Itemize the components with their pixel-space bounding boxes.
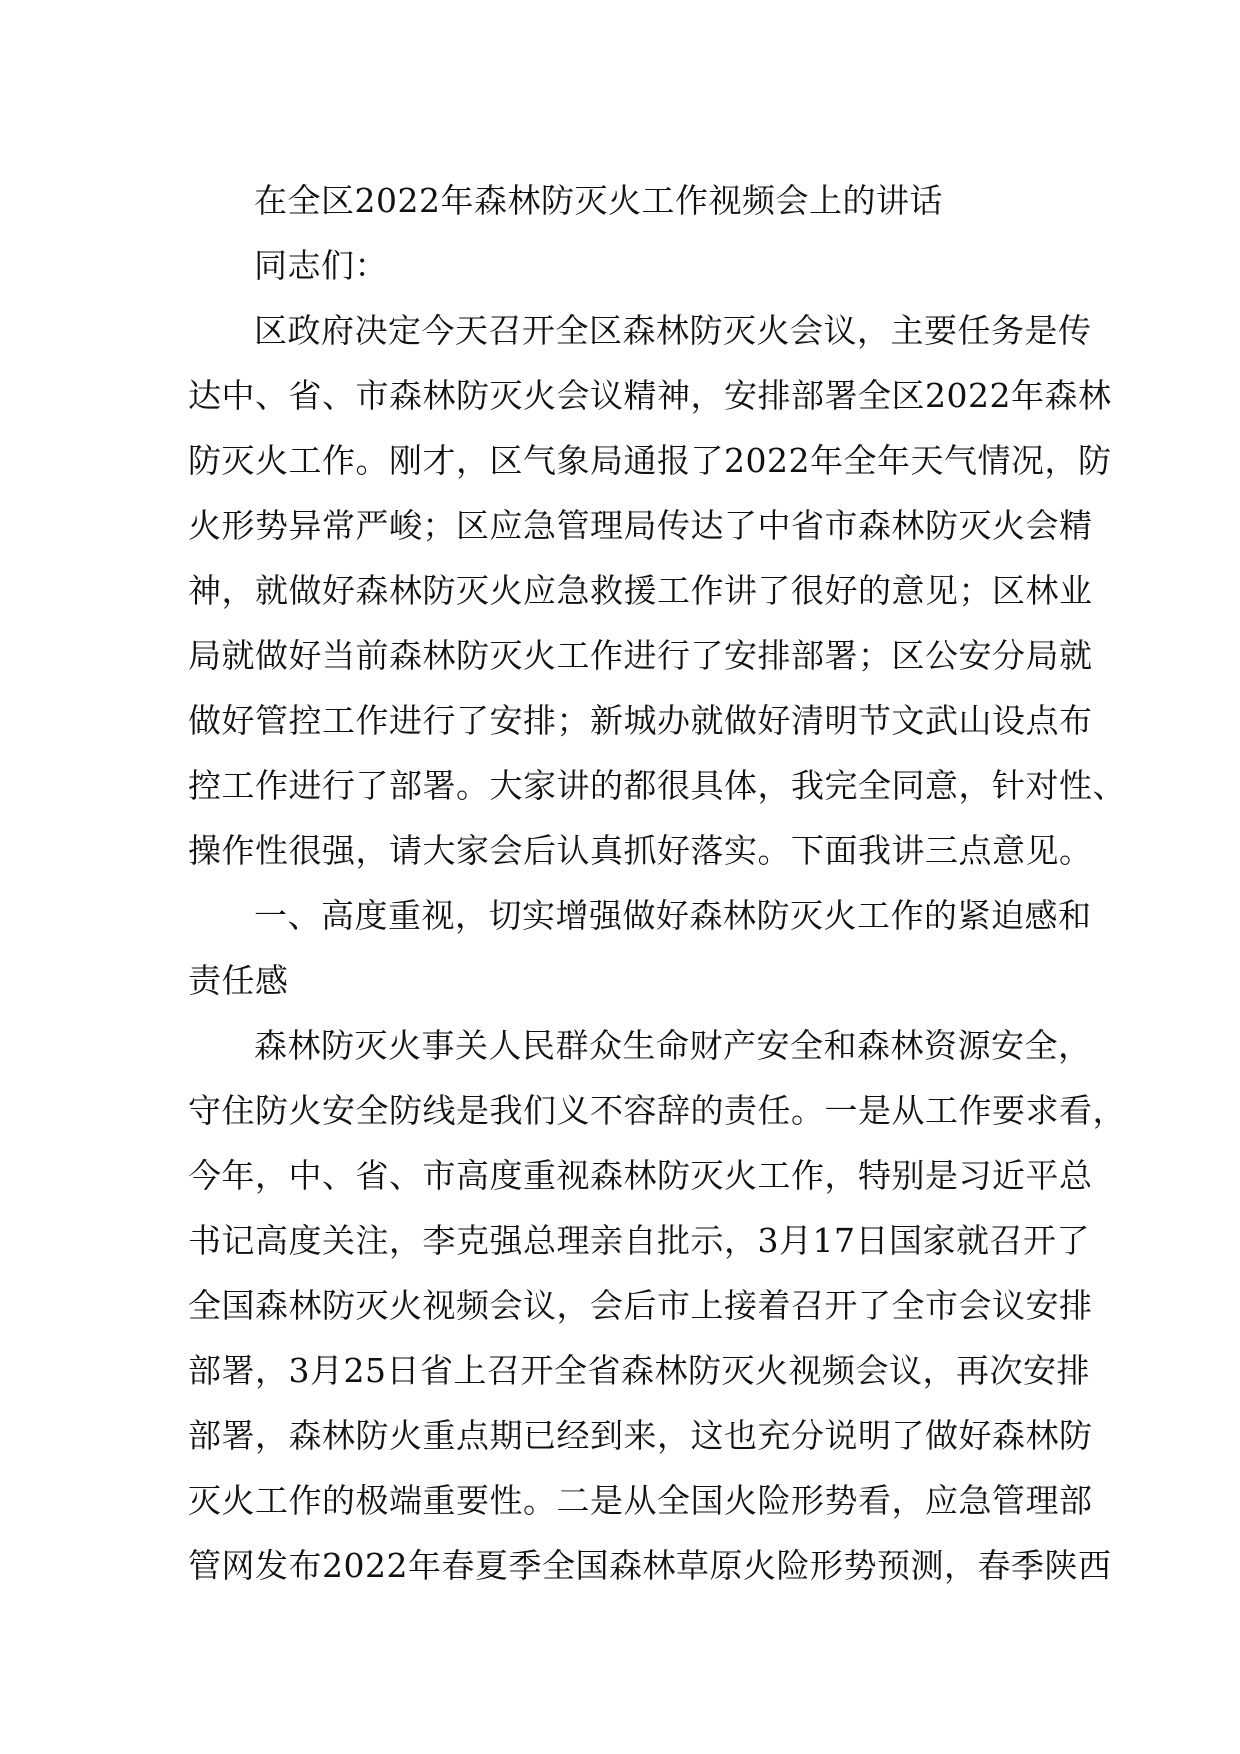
- body-line-18: 部署，森林防火重点期已经到来，这也充分说明了做好森林防: [188, 1416, 1093, 1455]
- salutation: 同志们：: [254, 246, 388, 285]
- body-line-2: 达中、省、市森林防灭火会议精神，安排部署全区2022年森林: [188, 376, 1112, 415]
- section-heading-1-cont: 责任感: [188, 961, 289, 1000]
- document-title: 在全区2022年森林防灭火工作视频会上的讲话: [254, 181, 943, 220]
- body-line-9: 操作性很强，请大家会后认真抓好落实。下面我讲三点意见。: [188, 831, 1093, 870]
- body-line-6: 局就做好当前森林防灭火工作进行了安排部署；区公安分局就: [188, 636, 1093, 675]
- body-line-7: 做好管控工作进行了安排；新城办就做好清明节文武山设点布: [188, 701, 1093, 740]
- body-line-5: 神，就做好森林防灭火应急救援工作讲了很好的意见；区林业: [188, 571, 1093, 610]
- document-body: [188, 168, 1126, 1598]
- body-line-1: 区政府决定今天召开全区森林防灭火会议，主要任务是传: [254, 311, 1092, 350]
- body-line-13: 守住防火安全防线是我们义不容辞的责任。一是从工作要求看，: [188, 1091, 1126, 1130]
- body-line-16: 全国森林防灭火视频会议，会后市上接着召开了全市会议安排: [188, 1286, 1093, 1325]
- body-line-4: 火形势异常严峻；区应急管理局传达了中省市森林防灭火会精: [188, 506, 1093, 545]
- body-line-8: 控工作进行了部署。大家讲的都很具体，我完全同意，针对性、: [188, 766, 1126, 805]
- body-line-12: 森林防灭火事关人民群众生命财产安全和森林资源安全，: [254, 1026, 1092, 1065]
- body-line-17: 部署，3月25日省上召开全省森林防灭火视频会议，再次安排: [188, 1351, 1090, 1390]
- body-line-3: 防灭火工作。刚才，区气象局通报了2022年全年天气情况，防: [188, 441, 1112, 480]
- body-line-15: 书记高度关注，李克强总理亲自批示，3月17日国家就召开了: [188, 1221, 1090, 1260]
- body-line-14: 今年，中、省、市高度重视森林防灭火工作，特别是习近平总: [188, 1156, 1093, 1195]
- body-line-19: 灭火工作的极端重要性。二是从全国火险形势看，应急管理部: [188, 1481, 1093, 1520]
- section-heading-1: 一、高度重视，切实增强做好森林防灭火工作的紧迫感和: [254, 896, 1092, 935]
- body-line-20: 管网发布2022年春夏季全国森林草原火险形势预测，春季陕西: [188, 1546, 1112, 1585]
